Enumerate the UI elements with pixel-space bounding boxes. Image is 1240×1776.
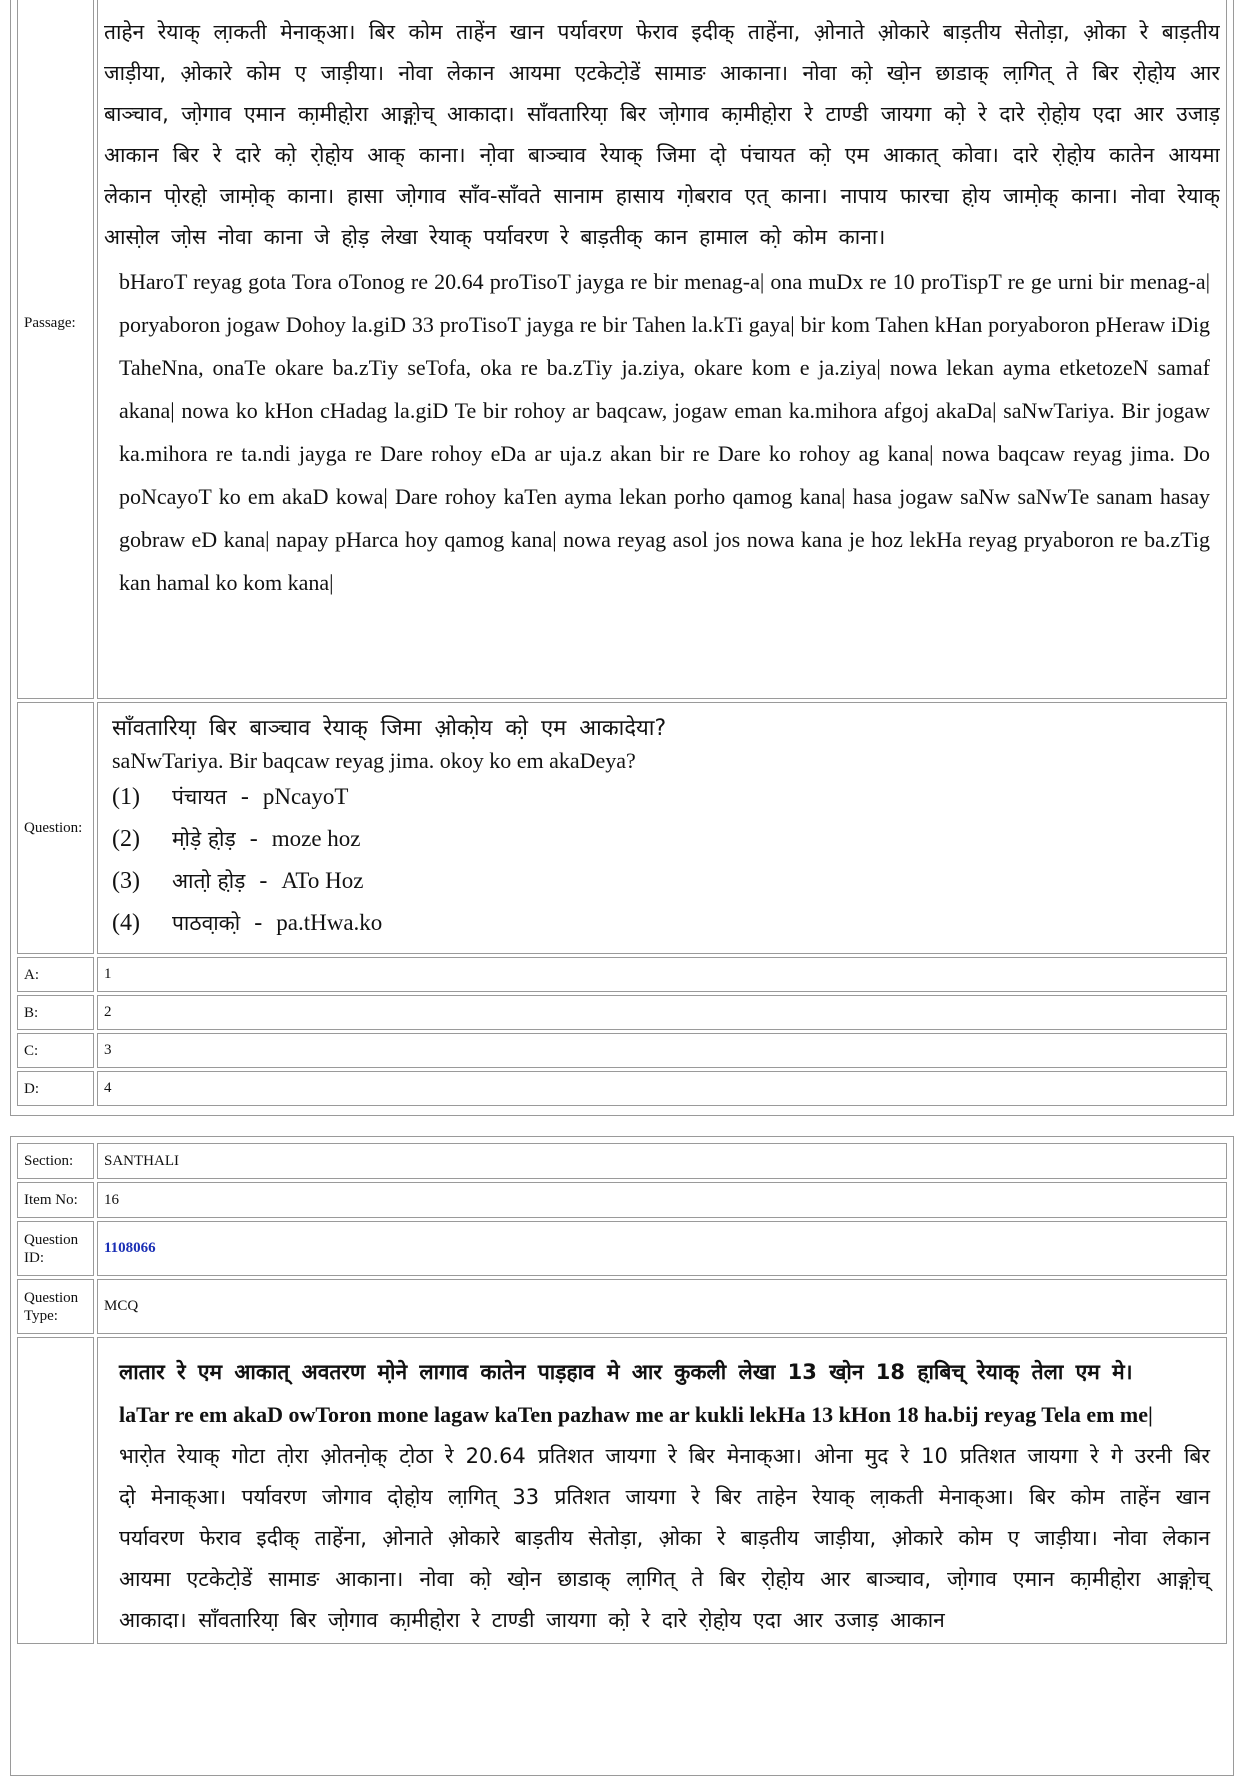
item-no-row bbox=[17, 1182, 1227, 1218]
option-3 bbox=[104, 860, 1220, 902]
option-latin: pa.tHwa.ko bbox=[276, 910, 383, 935]
option-dash: - bbox=[249, 826, 258, 852]
answer-label-d: D: bbox=[17, 1071, 94, 1106]
item-no-value: 16 bbox=[97, 1182, 1227, 1218]
answer-value-a: 1 bbox=[97, 957, 1227, 992]
passage-label: Passage: bbox=[17, 0, 94, 699]
answer-label-b: B: bbox=[17, 995, 94, 1030]
answer-row-a bbox=[17, 957, 1227, 992]
instruction-devanagari: लातार रे एम आकात् अवतरण मो़ने लागाव कातेन पाड़हाव मे आर कुकली लेखा 13 खो़न 18 हा़बिच् रेयाक् तेला एम मे। bbox=[119, 1360, 1133, 1384]
passage-cell bbox=[97, 1337, 1227, 1644]
passage-row bbox=[17, 1337, 1227, 1644]
answer-value-c: 3 bbox=[97, 1033, 1227, 1068]
answer-value-d: 4 bbox=[97, 1071, 1227, 1106]
option-2 bbox=[104, 818, 1220, 860]
section-row bbox=[17, 1143, 1227, 1179]
question-id-row bbox=[17, 1221, 1227, 1276]
option-devanagari: पंचायत bbox=[172, 785, 227, 809]
passage-devanagari bbox=[104, 0, 1220, 258]
question-block-item-16 bbox=[10, 1136, 1234, 1776]
option-1 bbox=[104, 776, 1220, 818]
option-devanagari: मो़ड़े हो़ड़ bbox=[172, 827, 236, 851]
question-block-item-15 bbox=[10, 0, 1234, 1116]
answer-label-a: A: bbox=[17, 957, 94, 992]
answer-row-d bbox=[17, 1071, 1227, 1106]
passage-row bbox=[17, 0, 1227, 699]
question-label: Question: bbox=[17, 702, 94, 954]
answer-row-c bbox=[17, 1033, 1227, 1068]
option-dash: - bbox=[254, 910, 263, 936]
item-no-label: Item No: bbox=[17, 1182, 94, 1218]
option-devanagari: आतो़ हो़ड़ bbox=[172, 869, 246, 893]
option-dash: - bbox=[240, 784, 249, 810]
passage-devanagari: भारो़त रेयाक् गोटा तो़रा ओ़तनो़क् टो़ठा रे 20.64 प्रतिशत जायगा रे बिर मेनाक्आ। ओना मुद रे 10 प्रतिशत जायगा रे गे उरनी बिर दो़ मेनाक्आ। पर्यावरण जोगाव दो़हो़य ला़गित् 33 प्रतिशत जायगा रे बिर ताहेन रेयाक् ला़कती मेनाक्आ। बिर कोम ताहेंन खान पर्यावरण फेराव इदीक् ताहेंना, ओ़नाते ओ़कारे बाड़तीय सेतोड़ा, ओ़का रे बाड़तीय जाड़ीया, ओ़कारे कोम ए जाड़ीया। नोवा लेकान आयमा एटकेटो़डें सामाङ आकाना। नोवा को़ खो़न छाडाक् ला़गित् ते बिर रो़हो़य आर बाञ्चाव, जो़गाव एमान का़मीहो़रा आङ्गो़च् आकादा। साँवतारिया़ बिर जो़गाव का़मीहो़रा रे टाण्डी जायगा को़ रे दारे रो़हो़य एदा आर उजाड़ आकान bbox=[119, 1444, 1210, 1632]
option-number: (3) bbox=[112, 868, 140, 894]
question-table bbox=[14, 0, 1230, 1109]
question-cell bbox=[97, 702, 1227, 954]
option-4 bbox=[104, 902, 1220, 944]
option-latin: ATo Hoz bbox=[281, 868, 364, 893]
option-devanagari: पाठवा़को़ bbox=[172, 911, 241, 935]
question-type-row bbox=[17, 1279, 1227, 1334]
option-number: (1) bbox=[112, 784, 140, 810]
instruction-latin: laTar re em akaD owToron mone lagaw kaTen pazhaw me ar kukli lekHa 13 kHon 18 ha.bij reyag Tela em me| bbox=[119, 1402, 1153, 1427]
section-value: SANTHALI bbox=[97, 1143, 1227, 1179]
question-type-value: MCQ bbox=[97, 1279, 1227, 1334]
question-devanagari: साँवतारिया़ बिर बाञ्चाव रेयाक् जिमा ओ़को़य को़ एम आकादेया? bbox=[112, 716, 667, 741]
passage-devanagari-text: ताहेन रेयाक् ला़कती मेनाक्आ। बिर कोम ताहेंन खान पर्यावरण फेराव इदीक् ताहेंना, ओ़नाते ओ़कारे बाड़तीय सेतोड़ा, ओ़का रे बाड़तीय जाड़ीया, ओ़कारे कोम ए जाड़ीया। नोवा लेकान आयमा एटकेटो़डें सामाङ आकाना। नोवा को़ खो़न छाडाक् ला़गित् ते बिर रो़हो़य आर बाञ्चाव, जो़गाव एमान का़मीहो़रा आङ्गो़च् आकादा। साँवतारिया़ बिर जो़गाव का़मीहो़रा रे टाण्डी जायगा को़ रे दारे रो़हो़य एदा आर उजाड़ आकान बिर रे दारे को़ रो़हो़य आक् काना। नो़वा बाञ्चाव रेयाक् जिमा दो़ पंचायत को़ एम आकात् कोवा। दारे रो़हो़य कातेन आयमा लेकान पो़रहो़ जामो़क् काना। हासा जो़गाव साँव-साँवते सानाम हासाय गो़बराव एत् काना। नापाय फारचा हो़य जामो़क् काना। नोवा रेयाक् आसो़ल जो़स नोवा काना जे हो़ड़ लेखा रेयाक् पर्यावरण रे बाड़तीक् कान हामाल को़ कोम काना। bbox=[104, 20, 1220, 249]
question-latin: saNwTariya. Bir baqcaw reyag jima. okoy ko em akaDeya? bbox=[112, 748, 636, 773]
answer-label-c: C: bbox=[17, 1033, 94, 1068]
question-id-label: Question ID: bbox=[17, 1221, 94, 1276]
option-latin: moze hoz bbox=[271, 826, 361, 851]
option-latin: pNcayoT bbox=[262, 784, 349, 809]
question-table bbox=[14, 1140, 1230, 1647]
option-number: (2) bbox=[112, 826, 140, 852]
answer-row-b bbox=[17, 995, 1227, 1030]
question-type-label: Question Type: bbox=[17, 1279, 94, 1334]
question-id-link[interactable]: 1108066 bbox=[104, 1240, 156, 1256]
passage-cell bbox=[97, 0, 1227, 699]
question-id-cell bbox=[97, 1221, 1227, 1276]
section-label: Section: bbox=[17, 1143, 94, 1179]
passage-label-empty bbox=[17, 1337, 94, 1644]
question-row bbox=[17, 702, 1227, 954]
passage-latin: bHaroT reyag gota Tora oTonog re 20.64 proTisoT jayga re bir menag-a| ona muDx re 10 proTispT re ge urni bir menag-a| poryaboron jogaw Dohoy la.giD 33 proTisoT jayga re bir Tahen la.kTi gaya| bir kom Tahen kHan poryaboron pHeraw iDig TaheNna, onaTe okare ba.zTiy seTofa, oka re ba.zTiy ja.ziya, okare kom e ja.ziya| nowa lekan ayma etketozeN samaf akana| nowa ko kHon cHadag la.giD Te bir rohoy ar baqcaw, jogaw eman ka.mihora afgoj akaDa| saNwTariya. Bir jogaw ka.mihora re ta.ndi jayga re Dare rohoy eDa ar uja.z akan bir re Dare ko rohoy ag kana| nowa baqcaw reyag jima. Do poNcayoT ko em akaD kowa| Dare rohoy kaTen ayma lekan porho qamog kana| hasa jogaw saNw saNwTe sanam hasay gobraw eD kana| napay pHarca hoy qamog kana| nowa reyag asol jos nowa kana je hoz lekHa reyag pryaboron re ba.zTig kan hamal ko kom kana| bbox=[119, 269, 1210, 595]
option-number: (4) bbox=[112, 910, 140, 936]
answer-value-b: 2 bbox=[97, 995, 1227, 1030]
option-dash: - bbox=[259, 868, 268, 894]
